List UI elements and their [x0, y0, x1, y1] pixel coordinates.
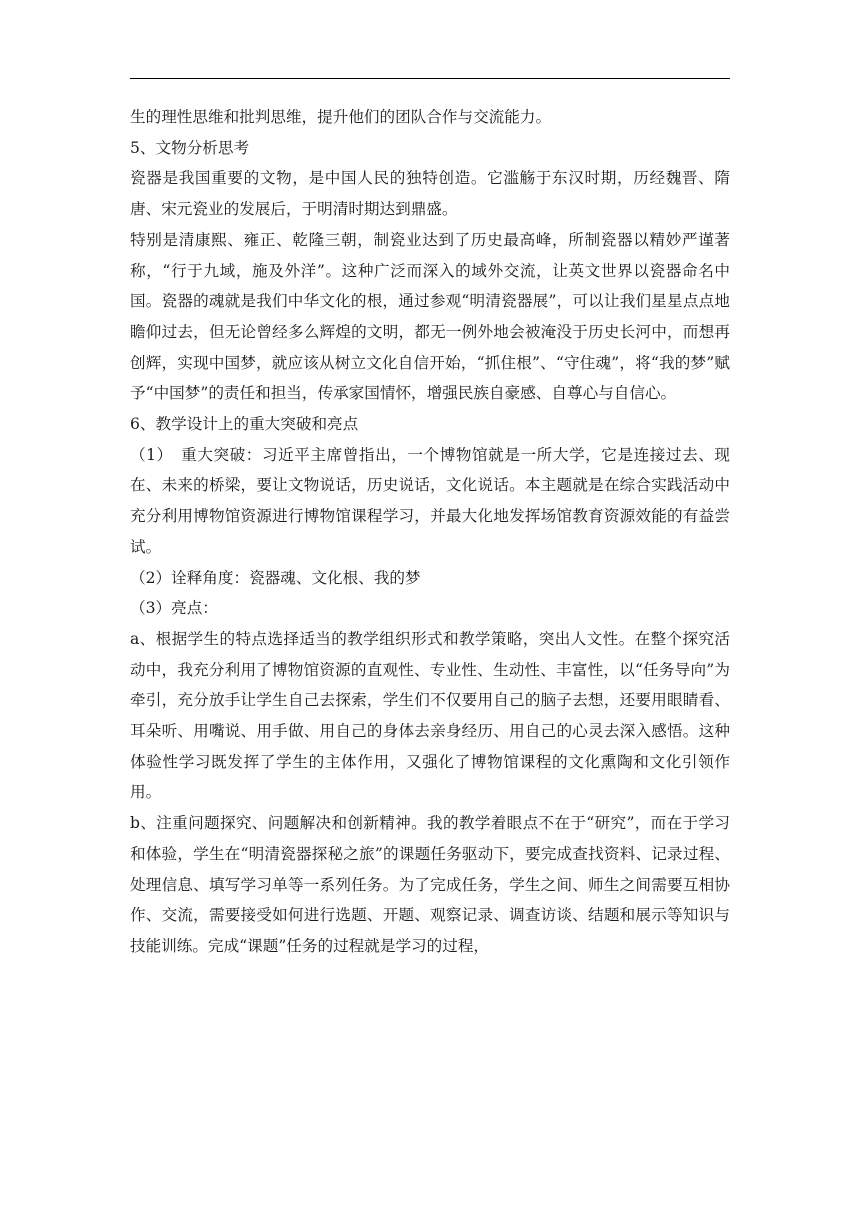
- paragraph-porcelain-intro: 瓷器是我国重要的文物，是中国人民的独特创造。它滥觞于东汉时期，历经魏晋、隋唐、宋元瓷业的发展后，于明清时期达到鼎盛。: [130, 169, 730, 219]
- paragraph-highlight-a: a、根据学生的特点选择适当的教学组织形式和教学策略，突出人文性。在整个探究活动中，我充分利用了博物馆资源的直观性、专业性、生动性、丰富性，以“任务导向”为牵引，充分放手让学生自己去探索，学生们不仅要用自己的脑子去想，还要用眼睛看、耳朵听、用嘴说、用手做、用自己的身体去亲身经历、用自己的心灵去深入感悟。这种体验性学习既发挥了学生的主体作用，又强化了博物馆课程的文化熏陶和文化引领作用。: [130, 629, 730, 802]
- section-heading-5: 5、文物分析思考: [130, 138, 250, 157]
- document-body: [130, 102, 730, 962]
- paragraph-highlight-b: b、注重问题探究、问题解决和创新精神。我的教学着眼点不在于“研究”，而在于学习和体验，学生在“明清瓷器探秘之旅”的课题任务驱动下，要完成查找资料、记录过程、处理信息、填写学习单等一系列任务。为了完成任务，学生之间、师生之间需要互相协作、交流，需要接受如何进行选题、开题、观察记录、调查访谈、结题和展示等知识与技能训练。完成“课题”任务的过程就是学习的过程，: [130, 814, 730, 955]
- paragraph-qing-dynasty: 特别是清康熙、雍正、乾隆三朝，制瓷业达到了历史最高峰，所制瓷器以精妙严谨著称，“行于九域，施及外洋”。这种广泛而深入的域外交流，让英文世界以瓷器命名中国。瓷器的魂就是我们中华文化的根，通过参观“明清瓷器展”，可以让我们星星点点地瞻仰过去，但无论曾经多么辉煌的文明，都无一例外地会被淹没于历史长河中，而想再创辉，实现中国梦，就应该从树立文化自信开始，“抓住根”、“守住魂”，将“我的梦”赋予“中国梦”的责任和担当，传承家国情怀，增强民族自豪感、自尊心与自信心。: [130, 230, 730, 403]
- header-rule: [130, 78, 730, 79]
- paragraph-breakthrough: （1） 重大突破：习近平主席曾指出，一个博物馆就是一所大学，它是连接过去、现在、未来的桥梁，要让文物说话，历史说话，文化说话。本主题就是在综合实践活动中充分利用博物馆资源进行博物馆课程学习，并最大化地发挥场馆教育资源效能的有益尝试。: [130, 445, 730, 556]
- section-heading-6: 6、教学设计上的重大突破和亮点: [130, 415, 359, 434]
- paragraph-highlights-heading: （3）亮点：: [130, 599, 218, 618]
- paragraph-interpretation: （2）诠释角度：瓷器魂、文化根、我的梦: [130, 568, 421, 587]
- paragraph-continuation: 生的理性思维和批判思维，提升他们的团队合作与交流能力。: [130, 108, 552, 126]
